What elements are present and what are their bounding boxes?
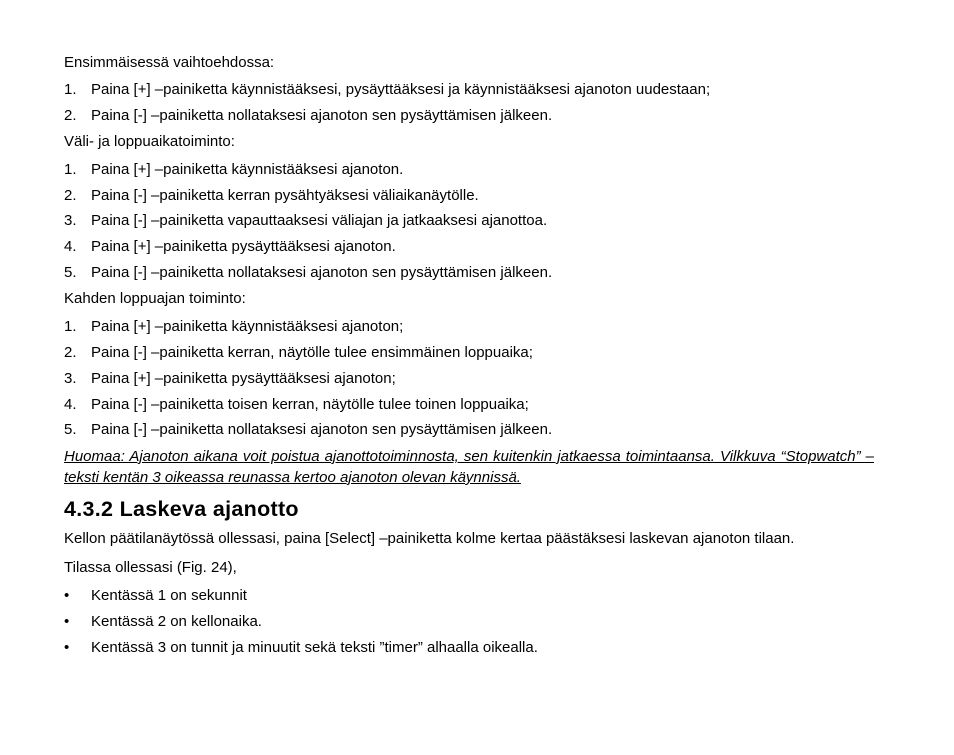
list-item: Paina [+] –painiketta käynnistääksesi ajanoton. bbox=[91, 161, 404, 178]
stopwatch-note: Huomaa: Ajanoton aikana voit poistua ajanottotoiminnosta, sen kuitenkin jatkaessa toimintaansa. Vilkkuva “Stopwatch” –teksti kentän 3 oikeassa reunassa kertoo ajanoton olevan käynnissä. bbox=[64, 448, 874, 486]
list-number: 2. bbox=[64, 107, 77, 124]
list-item: Paina [-] –painiketta vapauttaaksesi väliajan ja jatkaaksesi ajanottoa. bbox=[91, 212, 548, 229]
list-number: 5. bbox=[64, 264, 77, 281]
list-item: Paina [+] –painiketta pysäyttääksesi ajanoton; bbox=[91, 370, 396, 387]
list-number: 3. bbox=[64, 370, 77, 387]
paragraph-in-mode: Tilassa ollessasi (Fig. 24), bbox=[64, 559, 237, 576]
intro-lap-split: Väli- ja loppuaikatoiminto: bbox=[64, 133, 235, 150]
list-number: 2. bbox=[64, 344, 77, 361]
intro-two-finish: Kahden loppuajan toiminto: bbox=[64, 290, 246, 307]
section-heading: 4.3.2 Laskeva ajanotto bbox=[64, 497, 299, 521]
list-number: 4. bbox=[64, 396, 77, 413]
list-number: 4. bbox=[64, 238, 77, 255]
list-item: Paina [-] –painiketta kerran pysähtyäksesi väliaikanäytölle. bbox=[91, 187, 479, 204]
list-item: Paina [+] –painiketta pysäyttääksesi ajanoton. bbox=[91, 238, 396, 255]
list-item: Paina [-] –painiketta nollataksesi ajanoton sen pysäyttämisen jälkeen. bbox=[91, 264, 553, 281]
bullet-marker: • bbox=[64, 587, 70, 604]
list-number: 1. bbox=[64, 161, 77, 178]
list-item: Kentässä 1 on sekunnit bbox=[91, 587, 247, 604]
list-item: Paina [+] –painiketta käynnistääksesi, pysäyttääksesi ja käynnistääksesi ajanoton uudestaan; bbox=[91, 81, 711, 98]
list-number: 1. bbox=[64, 318, 77, 335]
paragraph-enter-timer: Kellon päätilanäytössä ollessasi, paina [Select] –painiketta kolme kertaa päästäksesi laskevan ajanoton tilaan. bbox=[64, 530, 795, 547]
list-number: 3. bbox=[64, 212, 77, 229]
list-item: Paina [-] –painiketta nollataksesi ajanoton sen pysäyttämisen jälkeen. bbox=[91, 421, 553, 438]
bullet-marker: • bbox=[64, 613, 70, 630]
list-number: 5. bbox=[64, 421, 77, 438]
intro-first-option: Ensimmäisessä vaihtoehdossa: bbox=[64, 54, 275, 71]
list-item: Paina [-] –painiketta nollataksesi ajanoton sen pysäyttämisen jälkeen. bbox=[91, 107, 553, 124]
list-number: 2. bbox=[64, 187, 77, 204]
bullet-marker: • bbox=[64, 639, 70, 656]
list-item: Paina [-] –painiketta kerran, näytölle tulee ensimmäinen loppuaika; bbox=[91, 344, 533, 361]
list-item: Paina [+] –painiketta käynnistääksesi ajanoton; bbox=[91, 318, 404, 335]
list-number: 1. bbox=[64, 81, 77, 98]
list-item: Paina [-] –painiketta toisen kerran, näytölle tulee toinen loppuaika; bbox=[91, 396, 529, 413]
list-item: Kentässä 2 on kellonaika. bbox=[91, 613, 262, 630]
list-item: Kentässä 3 on tunnit ja minuutit sekä teksti ”timer” alhaalla oikealla. bbox=[91, 639, 538, 656]
